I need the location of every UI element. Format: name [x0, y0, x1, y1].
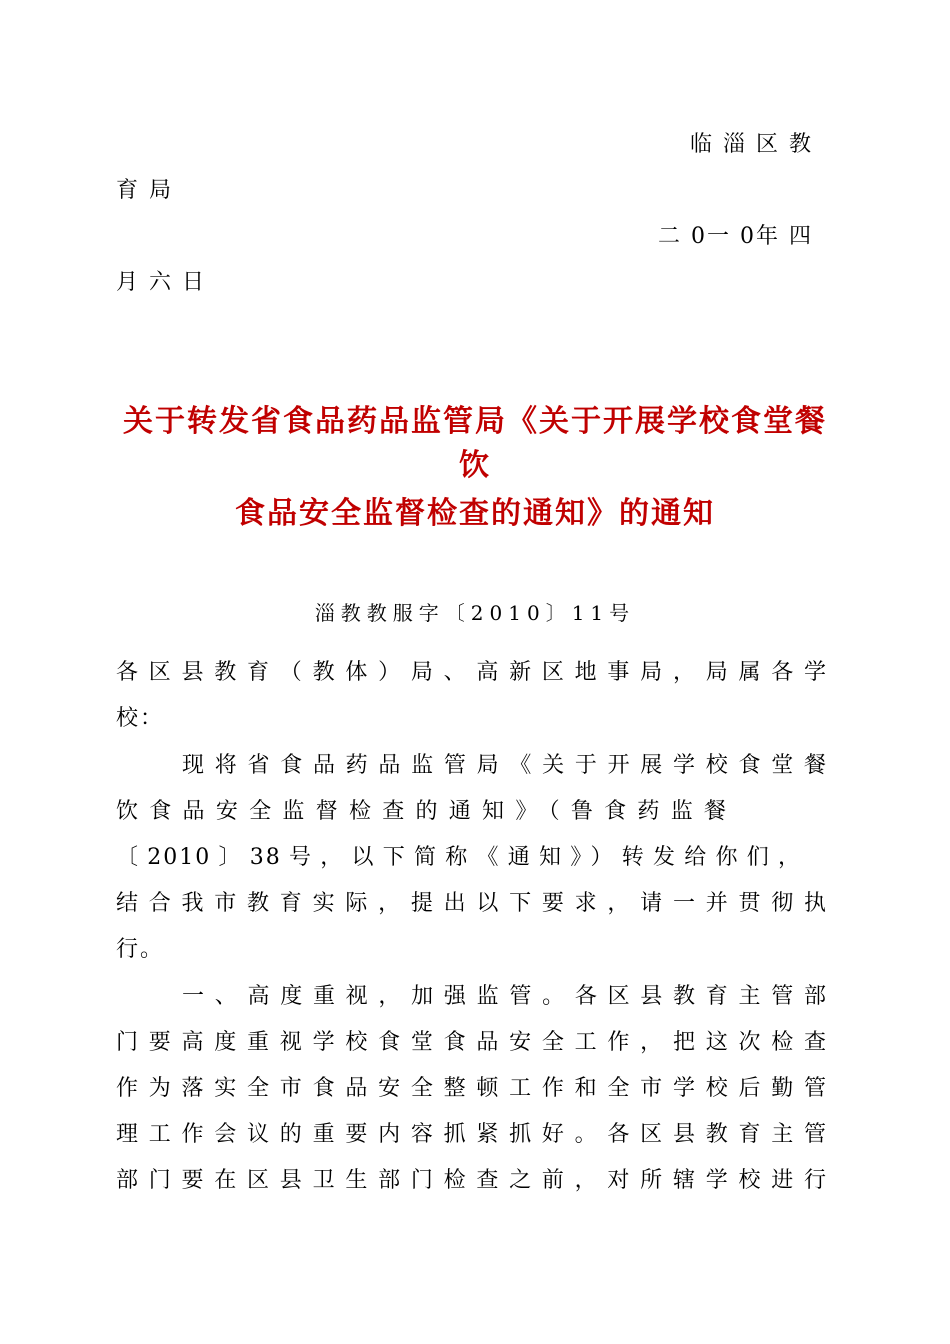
document-title-line-2: 饮: [459, 448, 491, 483]
document-title-line-3: 食品安全监督检查的通知》的通知: [235, 496, 715, 531]
body-line: 现将省食品药品监管局《关于开展学校食堂餐: [182, 753, 828, 778]
issuer-line-1: 临 淄 区 教: [690, 132, 813, 157]
body-line: 结合我市教育实际，提出以下要求，请一并贯彻执: [116, 891, 828, 916]
body-line: 部门要在区县卫生部门检查之前，对所辖学校进行: [116, 1168, 828, 1193]
body-line: 一、高度重视，加强监管。各区县教育主管部: [182, 984, 828, 1009]
document-number: 淄教教服字〔2010〕11号: [314, 601, 636, 625]
body-line: 行。: [116, 937, 165, 962]
body-line: 〔2010〕38号，以下简称《通知》）转发给你们，: [116, 845, 802, 870]
body-line: 门要高度重视学校食堂食品安全工作，把这次检查: [116, 1030, 828, 1055]
body-line: 理工作会议的重要内容抓紧抓好。各区县教育主管: [116, 1122, 828, 1147]
body-line: 各区县教育（教体）局、高新区地事局，局属各学: [116, 660, 828, 685]
date-line-2: 月 六 日: [116, 270, 206, 295]
body-line: 作为落实全市食品安全整顿工作和全市学校后勤管: [116, 1076, 828, 1101]
document-title-line-1: 关于转发省食品药品监管局《关于开展学校食堂餐: [123, 404, 827, 439]
issuer-line-2: 育 局: [116, 178, 173, 203]
date-line-1: 二 0一 0年 四: [658, 224, 813, 249]
body-line: 校：: [116, 706, 165, 731]
body-line: 饮食品安全监督检查的通知》（鲁食药监餐: [116, 799, 728, 824]
